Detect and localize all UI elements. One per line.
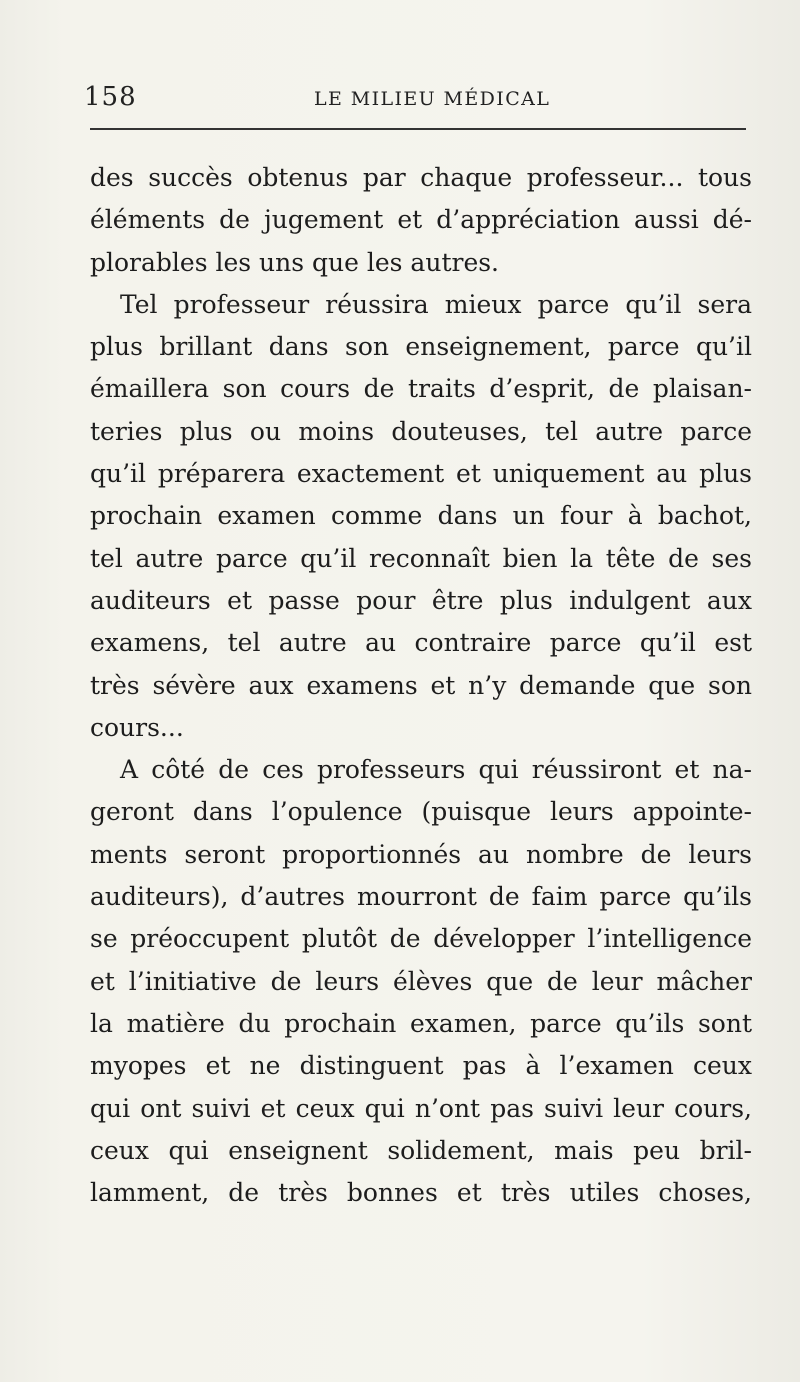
text-line: tel autre parce qu’il reconnaît bien la tête de ses xyxy=(90,543,752,573)
running-title: LE MILIEU MÉDICAL xyxy=(314,88,551,110)
page-number: 158 xyxy=(84,82,137,112)
text-line: examens, tel autre au contraire parce qu’il est xyxy=(90,628,752,658)
text-line: teries plus ou moins douteuses, tel autre parce xyxy=(90,416,752,446)
header-rule xyxy=(90,128,746,130)
text-line: qui ont suivi et ceux qui n’ont pas suivi leur cours, xyxy=(90,1093,752,1123)
page-header xyxy=(84,82,746,122)
text-line: Tel professeur réussira mieux parce qu’il sera xyxy=(120,289,752,319)
text-line: geront dans l’opulence (puisque leurs appointe- xyxy=(90,797,752,827)
text-line: plorables les uns que les autres. xyxy=(90,247,500,277)
text-line: émaillera son cours de traits d’esprit, de plaisan- xyxy=(90,374,752,404)
text-line: A côté de ces professeurs qui réussiront et na- xyxy=(120,755,752,785)
text-line: qu’il préparera exactement et uniquement au plus xyxy=(90,459,752,489)
body-text xyxy=(90,157,752,1214)
text-line: cours... xyxy=(90,712,184,742)
text-line: et l’initiative de leurs élèves que de leur mâcher xyxy=(90,966,752,996)
text-line: des succès obtenus par chaque professeur... tous xyxy=(90,163,752,192)
text-line: plus brillant dans son enseignement, parce qu’il xyxy=(90,332,752,362)
text-line: se préoccupent plutôt de développer l’intelligence xyxy=(90,924,752,954)
text-line: ceux qui enseignent solidement, mais peu bril- xyxy=(90,1135,752,1165)
text-line: auditeurs), d’autres mourront de faim parce qu’ils xyxy=(90,882,752,912)
text-line: éléments de jugement et d’appréciation aussi dé- xyxy=(90,205,752,235)
text-line: ments seront proportionnés au nombre de leurs xyxy=(90,839,752,869)
text-line: très sévère aux examens et n’y demande que son xyxy=(90,670,752,700)
text-line: myopes et ne distinguent pas à l’examen ceux xyxy=(90,1051,752,1081)
text-line: auditeurs et passe pour être plus indulgent aux xyxy=(90,585,752,615)
text-line: prochain examen comme dans un four à bachot, xyxy=(90,501,752,531)
text-line: lamment, de très bonnes et très utiles choses, xyxy=(90,1178,752,1208)
text-line: la matière du prochain examen, parce qu’ils sont xyxy=(90,1008,752,1038)
